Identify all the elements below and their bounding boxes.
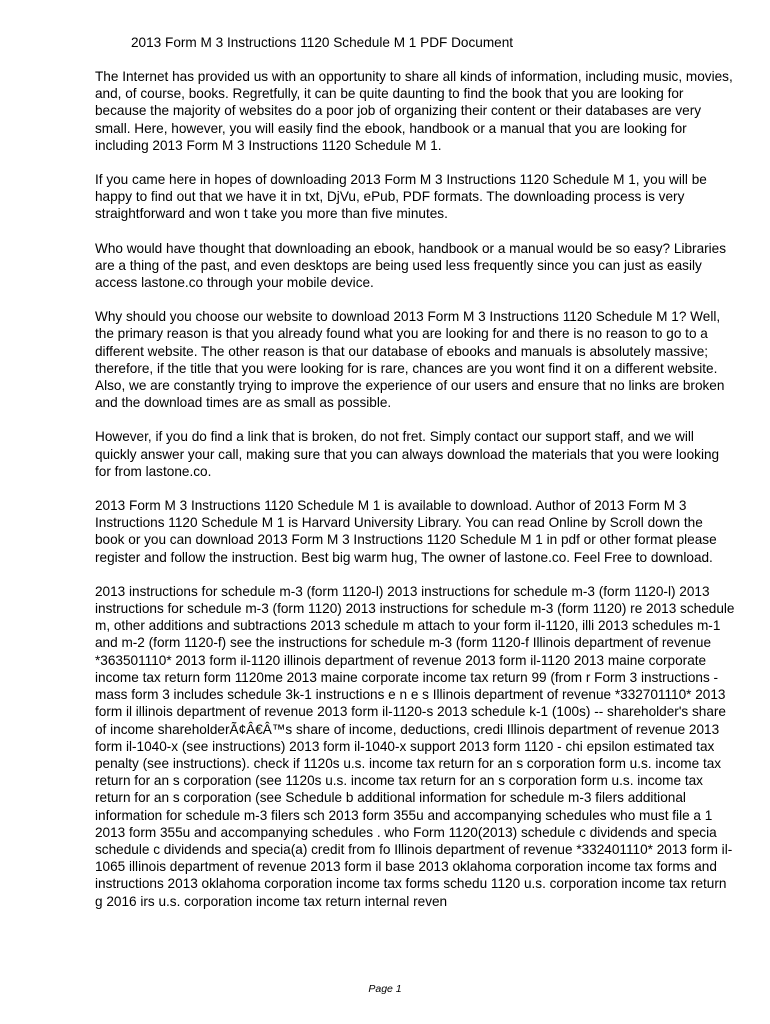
paragraph-formats: If you came here in hopes of downloading 2013 Form M 3 Instructions 1120 Schedule M 1, you will be happy to find out that we have it in txt, DjVu, ePub, PDF formats. The downloading process is very straightforward and won t take you more than five minutes. <box>95 172 707 222</box>
paragraph-why-choose: Why should you choose our website to download 2013 Form M 3 Instructions 1120 Schedule M 1? Well, the primary reason is that you already found what you are looking for and there is no reason to go to a different website. The other reason is that our database of ebooks and manuals is absolutely massive; therefore, if the title that you were looking for is rare, chances are you wont find it on a different website. Also, we are constantly trying to improve the experience of our users and ensure that no links are broken and the download times are as small as possible. <box>95 309 725 411</box>
paragraph-broken-link: However, if you do find a link that is broken, do not fret. Simply contact our support staff, and we will quickly answer your call, making sure that you can always download the materials that you were looking for from lastone.co. <box>95 429 720 479</box>
paragraph-availability: 2013 Form M 3 Instructions 1120 Schedule M 1 is available to download. Author of 2013 Form M 3 Instructions 1120 Schedule M 1 is Harvard University Library. You can read Online by Scroll down the book or you can download 2013 Form M 3 Instructions 1120 Schedule M 1 in pdf or other format please register and follow the instruction. Best big warm hug, The owner of lastone.co. Feel Free to download. <box>95 498 717 565</box>
document-body <box>95 68 735 927</box>
paragraph-keywords: 2013 instructions for schedule m-3 (form 1120-l) 2013 instructions for schedule m-3 (form 1120-l) 2013 instructions for schedule m-3 (form 1120) 2013 instructions for schedule m-3 (form 1120) re 2013 schedule m, other additions and subtractions 2013 schedule m attach to your form il-1120, illi 2013 schedules m-1 and m-2 (form 1120-f) see the instructions for schedule m-3 (form 1120-f Illinois department of revenue *363501110* 2013 form il-1120 illinois department of revenue 2013 form il-1120 2013 maine corporate income tax return form 1120me 2013 maine corporate income tax return 99 (from r Form 3 instructions - mass form 3 includes schedule 3k-1 instructions e n e s Illinois department of revenue *332701110* 2013 form il illinois department of revenue 2013 form il-1120-s 2013 schedule k-1 (100s) -- shareholder's share of income shareholderÃ¢Â€Â™s share of income, deductions, credi Illinois department of revenue 2013 form il-1040-x (see instructions) 2013 form il-1040-x support 2013 form 1120 - chi epsilon estimated tax penalty (see instructions). check if 1120s u.s. income tax return for an s corporation form u.s. income tax return for an s corporation (see 1120s u.s. income tax return for an s corporation form u.s. income tax return for an s corporation (see Schedule b additional information for schedule m-3 filers additional information for schedule m-3 filers sch 2013 form 355u and accompanying schedules who must file a 1 2013 form 355u and accompanying schedules . who Form 1120(2013) schedule c dividends and specia schedule c dividends and specia(a) credit from fo Illinois department of revenue *332401110* 2013 form il-1065 illinois department of revenue 2013 form il base 2013 oklahoma corporation income tax forms and instructions 2013 oklahoma corporation income tax forms schedu 1120 u.s. corporation income tax return g 2016 irs u.s. corporation income tax return internal reven <box>95 583 735 909</box>
document-title: 2013 Form M 3 Instructions 1120 Schedule M 1 PDF Document <box>131 35 514 50</box>
paragraph-intro: The Internet has provided us with an opportunity to share all kinds of information, including music, movies, and, of course, books. Regretfully, it can be quite daunting to find the book that you are looking for because the majority of websites do a poor job of organizing their content or their databases are very small. Here, however, you will easily find the ebook, handbook or a manual that you are looking for including 2013 Form M 3 Instructions 1120 Schedule M 1. <box>95 69 733 153</box>
paragraph-ease: Who would have thought that downloading an ebook, handbook or a manual would be so easy? Libraries are a thing of the past, and even desktops are being used less frequently since you can just as easily access lastone.co through your mobile device. <box>95 240 727 291</box>
page-number: Page 1 <box>368 983 402 995</box>
